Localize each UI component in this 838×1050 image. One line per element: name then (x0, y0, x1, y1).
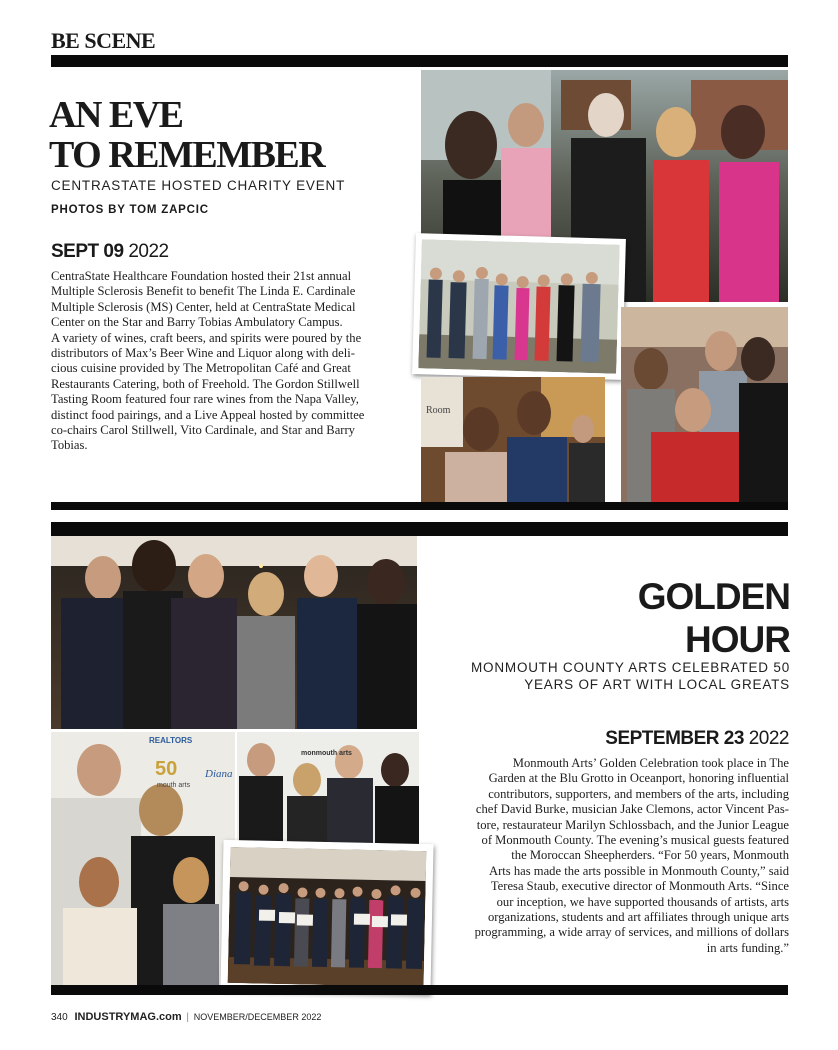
story1-body-line: Multiple Sclerosis Benefit to benefit The Linda E. Cardinale (51, 284, 356, 299)
footer-issue: NOVEMBER/DECEMBER 2022 (193, 1012, 322, 1022)
story2-subtitle-line1: MONMOUTH COUNTY ARTS CELEBRATED 50 (471, 660, 790, 675)
story2-subtitle (440, 659, 790, 693)
story1-framed-photo (412, 233, 626, 380)
mid-divider-bar-bottom (51, 522, 788, 536)
page-footer (51, 1011, 321, 1023)
story1-subtitle: CENTRASTATE HOSTED CHARITY EVENT (51, 178, 346, 193)
story1-body-line: Tasting Room featured four rare wines from the Napa Valley, (51, 392, 359, 407)
story2-body-line: chef David Burke, musician Jake Clemons, actor Vincent Pas- (475, 802, 789, 817)
story1-body-line: distinct food pairings, and a Live Appeal hosted by committee (51, 407, 365, 422)
story2-date-year: 2022 (748, 728, 789, 749)
story2-date (560, 728, 789, 750)
backdrop-text-50: 50 (155, 758, 178, 780)
footer-separator: | (186, 1012, 190, 1023)
story2-family-photo (51, 732, 235, 988)
story1-body-line: Center on the Star and Barry Tobias Ambulatory Campus. (51, 315, 343, 330)
story1-body-line: Restaurants Catering, both of Freehold. The Gordon Stillwell (51, 376, 360, 391)
story2-date-day: SEPTEMBER 23 (605, 728, 744, 749)
story2-body-line: programming, a wide array of services, and millions of dollars (474, 925, 789, 940)
story2-body-line: our inception, we have supported thousands of artists, arts (496, 894, 789, 909)
story2-body-line: contributors, supporters, and members of the arts, including (488, 786, 789, 801)
backdrop-text-realtors: REALTORS (149, 736, 193, 745)
story1-body-line: CentraState Healthcare Foundation hosted their 21st annual (51, 269, 352, 283)
story1-title (49, 96, 324, 174)
story2-body-line: in arts funding.” (706, 940, 789, 955)
backdrop-text-mouth-arts: mouth arts (157, 782, 191, 789)
story1-body-line: distributors of Max’s Beer Wine and Liquor along with deli- (51, 346, 355, 361)
footer-brand: INDUSTRYMAG.com (74, 1011, 182, 1023)
story1-group-photo (621, 307, 788, 502)
story1-title-line1: AN EVE (49, 94, 183, 136)
page-number: 340 (51, 1012, 68, 1023)
bottom-divider-bar (51, 985, 788, 995)
mid-divider-bar-top (51, 502, 788, 510)
story2-small-group-photo (237, 732, 419, 844)
story2-title-line1: GOLDEN (637, 576, 790, 617)
story2-subtitle-line2: YEARS OF ART WITH LOCAL GREATS (524, 677, 790, 692)
story1-body (51, 269, 411, 454)
story1-body-line: co-chairs Carol Stillwell, Vito Cardinale, and Star and Barry (51, 423, 355, 438)
story1-body-line: A variety of wines, craft beers, and spirits were poured by the (51, 330, 362, 345)
story1-couple-photo (421, 377, 605, 502)
story1-photo-credit: PHOTOS BY TOM ZAPCIC (51, 204, 209, 216)
story2-body-line: the Moroccan Sheepherders. “For 50 years, Monmouth (511, 848, 789, 863)
story1-title-line2: TO REMEMBER (49, 134, 325, 176)
story1-date-year: 2022 (128, 241, 169, 262)
story2-main-photo (51, 536, 417, 729)
story1-photo-sign-text: Room (426, 405, 451, 416)
story2-body-line: Monmouth Arts’ Golden Celebration took place in The (512, 756, 789, 770)
story2-framed-photo (220, 840, 433, 994)
story2-title (600, 578, 790, 658)
story1-body-line: cious cuisine provided by The Metropolitan Café and Great (51, 361, 351, 376)
story1-body-line: Multiple Sclerosis (MS) Center, held at CentraState Medical (51, 299, 356, 314)
story2-body-line: Arts has made the arts possible in Monmouth County,” said (489, 863, 789, 878)
story2-body-line: tore, restaurateur Marilyn Schlossbach, and the Junior League (476, 817, 789, 832)
story2-body-line: Garden at the Blu Grotto in Oceanport, honoring influential (488, 771, 789, 786)
backdrop-text-monmouth-arts: monmouth arts (301, 750, 352, 757)
section-label: BE SCENE (51, 28, 156, 53)
story2-body (435, 756, 789, 956)
story1-date (51, 241, 169, 263)
story2-title-line2: HOUR (685, 619, 790, 660)
story2-body-line: Teresa Staub, executive director of Monmouth Arts. “Since (490, 879, 789, 894)
story2-body-line: of Monmouth County. The evening’s musical guests featured (481, 833, 789, 848)
story1-date-day: SEPT 09 (51, 241, 124, 262)
story1-body-line: Tobias. (51, 438, 88, 453)
story2-body-line: organizations, students and art affiliates through unique arts (487, 910, 789, 925)
top-divider-bar (51, 55, 788, 67)
backdrop-text-diana: Diana (205, 768, 233, 780)
